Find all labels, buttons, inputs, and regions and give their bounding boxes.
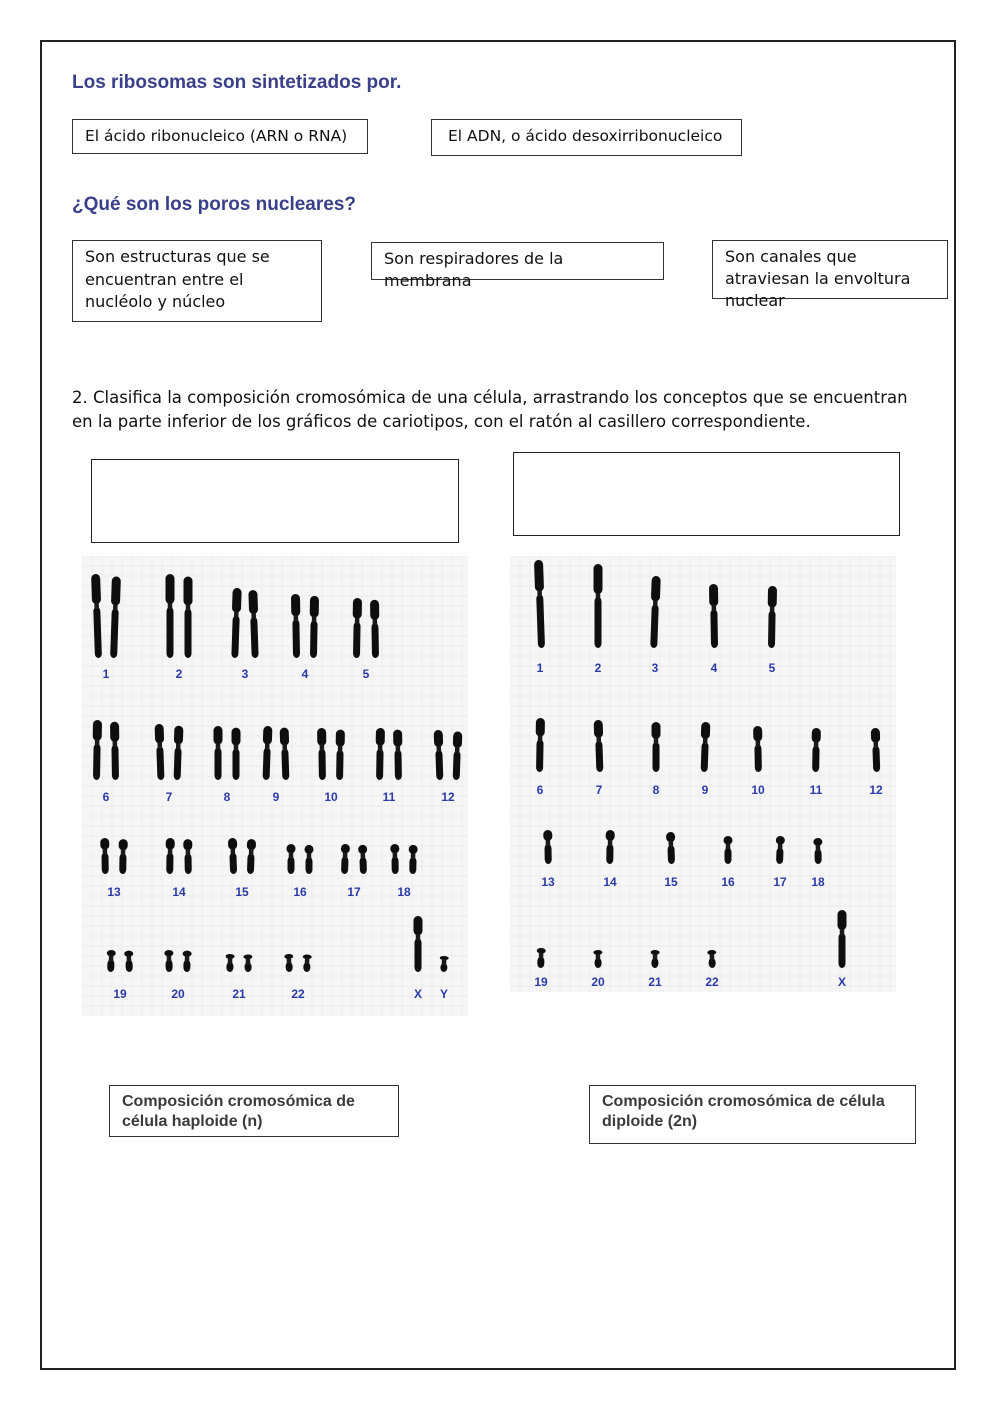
left-chromosome-14-b	[183, 839, 193, 874]
right-label-11: 11	[809, 783, 823, 797]
right-chromosome-8	[652, 722, 661, 772]
right-label-2: 2	[594, 661, 602, 675]
right-chromosome-11	[811, 728, 821, 772]
instruction-text: 2. Clasifica la composición cromosómica de una célula, arrastrando los conceptos que se encuentran en la parte inferior de los gráficos de cariotipos, con el ratón al casillero correspondiente.	[72, 388, 908, 431]
left-chromosome-13-b	[118, 839, 128, 874]
right-chromosome-18	[813, 838, 822, 864]
right-label-9: 9	[701, 783, 709, 797]
right-chromosome-14	[605, 830, 615, 864]
right-chromosome-22	[707, 950, 717, 968]
left-label-17: 17	[347, 885, 361, 899]
left-label-X: X	[413, 987, 423, 1001]
left-label-11: 11	[382, 790, 396, 804]
left-chromosome-8-b	[232, 728, 241, 780]
q2-option-canales[interactable]: Son canales que atraviesan la envoltura nuclear	[712, 240, 948, 299]
left-label-5: 5	[362, 667, 370, 681]
right-chromosome-6	[535, 718, 545, 772]
left-chromosome-11-a	[375, 728, 385, 780]
left-label-8: 8	[223, 790, 231, 804]
left-label-7: 7	[165, 790, 173, 804]
right-label-16: 16	[721, 875, 735, 889]
left-chromosome-12-a	[434, 730, 445, 780]
left-label-6: 6	[102, 790, 110, 804]
left-chromosome-9-a	[262, 726, 273, 780]
q2-option-nucleolo[interactable]: Son estructuras que se encuentran entre el nucléolo y núcleo	[72, 240, 322, 322]
left-label-Y: Y	[439, 987, 449, 1001]
right-chromosome-1	[534, 560, 546, 648]
left-label-14: 14	[172, 885, 186, 899]
worksheet-page	[40, 40, 956, 1370]
q1-option-adn[interactable]: El ADN, o ácido desoxirribonucleico	[431, 119, 742, 156]
left-label-4: 4	[301, 667, 309, 681]
left-chromosome-15-b	[246, 839, 256, 874]
left-chromosome-10-a	[317, 728, 327, 780]
right-label-13: 13	[541, 875, 555, 889]
karyotype-diploid-image	[510, 556, 896, 992]
right-label-10: 10	[751, 783, 765, 797]
right-chromosome-13	[543, 830, 553, 864]
left-chromosome-20-b	[182, 951, 191, 972]
left-chromosome-7-a	[155, 724, 166, 780]
right-label-7: 7	[595, 783, 603, 797]
left-chromosome-16-a	[287, 844, 296, 874]
left-label-13: 13	[107, 885, 121, 899]
left-label-21: 21	[232, 987, 246, 1001]
right-chromosome-21	[650, 950, 659, 968]
left-label-15: 15	[235, 885, 249, 899]
left-chromosome-5-a	[352, 598, 362, 658]
left-chromosome-6-a	[92, 720, 102, 780]
left-chromosome-21-a	[225, 954, 234, 972]
left-label-18: 18	[397, 885, 411, 899]
karyotype-haploid-image	[82, 556, 468, 1016]
drop-zone-right[interactable]	[513, 452, 900, 536]
left-label-19: 19	[113, 987, 127, 1001]
left-chromosome-19-a	[106, 950, 116, 972]
karyotype-right-svg	[510, 556, 896, 992]
left-chromosome-3-b	[248, 590, 259, 658]
right-label-21: 21	[648, 975, 662, 989]
right-chromosome-2	[594, 564, 603, 648]
question-1-title: Los ribosomas son sintetizados por.	[72, 72, 402, 93]
left-chromosome-X	[414, 916, 423, 972]
right-label-17: 17	[773, 875, 787, 889]
q1-option-arn[interactable]: El ácido ribonucleico (ARN o RNA)	[72, 119, 368, 154]
right-label-3: 3	[651, 661, 659, 675]
left-chromosome-17-b	[358, 845, 368, 874]
right-label-1: 1	[536, 661, 544, 675]
right-label-5: 5	[768, 661, 776, 675]
right-chromosome-9	[700, 722, 711, 772]
left-chromosome-9-b	[280, 727, 291, 780]
left-label-10: 10	[324, 790, 338, 804]
right-label-14: 14	[603, 875, 617, 889]
concept-haploid-card[interactable]: Composición cromosómica de célula haploide (n)	[109, 1085, 399, 1137]
right-label-X: X	[837, 975, 847, 989]
drop-zone-left[interactable]	[91, 459, 459, 543]
right-chromosome-15	[666, 832, 676, 864]
question-2-title: ¿Qué son los poros nucleares?	[72, 194, 357, 215]
right-label-8: 8	[652, 783, 660, 797]
karyotype-left-svg	[82, 556, 468, 1016]
right-chromosome-16	[724, 836, 733, 864]
right-label-22: 22	[705, 975, 719, 989]
left-chromosome-18-b	[408, 845, 418, 874]
left-label-16: 16	[293, 885, 307, 899]
left-label-22: 22	[291, 987, 305, 1001]
concept-diploid-card[interactable]: Composición cromosómica de célula diploide (2n)	[589, 1085, 916, 1144]
left-chromosome-11-b	[393, 729, 403, 780]
right-label-18: 18	[811, 875, 825, 889]
left-chromosome-6-b	[110, 722, 120, 780]
left-label-3: 3	[241, 667, 249, 681]
right-label-19: 19	[534, 975, 548, 989]
right-label-15: 15	[664, 875, 678, 889]
right-label-12: 12	[869, 783, 883, 797]
left-chromosome-Y	[439, 956, 449, 972]
right-label-6: 6	[536, 783, 544, 797]
right-chromosome-3	[649, 576, 661, 648]
left-chromosome-22-b	[302, 954, 312, 972]
right-chromosome-X	[838, 910, 847, 968]
left-label-2: 2	[175, 667, 183, 681]
right-chromosome-5	[767, 586, 777, 648]
right-label-4: 4	[710, 661, 718, 675]
left-chromosome-5-b	[370, 600, 380, 658]
right-label-20: 20	[591, 975, 605, 989]
left-chromosome-10-b	[335, 729, 345, 780]
q2-option-respiradores[interactable]: Son respiradores de la membrana	[371, 242, 664, 280]
left-chromosome-8-a	[214, 726, 223, 780]
left-chromosome-17-a	[340, 844, 350, 874]
left-chromosome-2-a	[166, 574, 175, 658]
left-chromosome-4-b	[309, 596, 319, 658]
left-label-9: 9	[272, 790, 280, 804]
left-chromosome-2-b	[184, 577, 193, 658]
right-chromosome-19	[536, 948, 546, 968]
right-chromosome-20	[593, 950, 602, 968]
left-label-12: 12	[441, 790, 455, 804]
left-label-1: 1	[102, 667, 110, 681]
left-chromosome-21-b	[243, 954, 252, 972]
right-chromosome-10	[753, 726, 763, 772]
right-chromosome-17	[775, 836, 785, 864]
left-label-20: 20	[171, 987, 185, 1001]
